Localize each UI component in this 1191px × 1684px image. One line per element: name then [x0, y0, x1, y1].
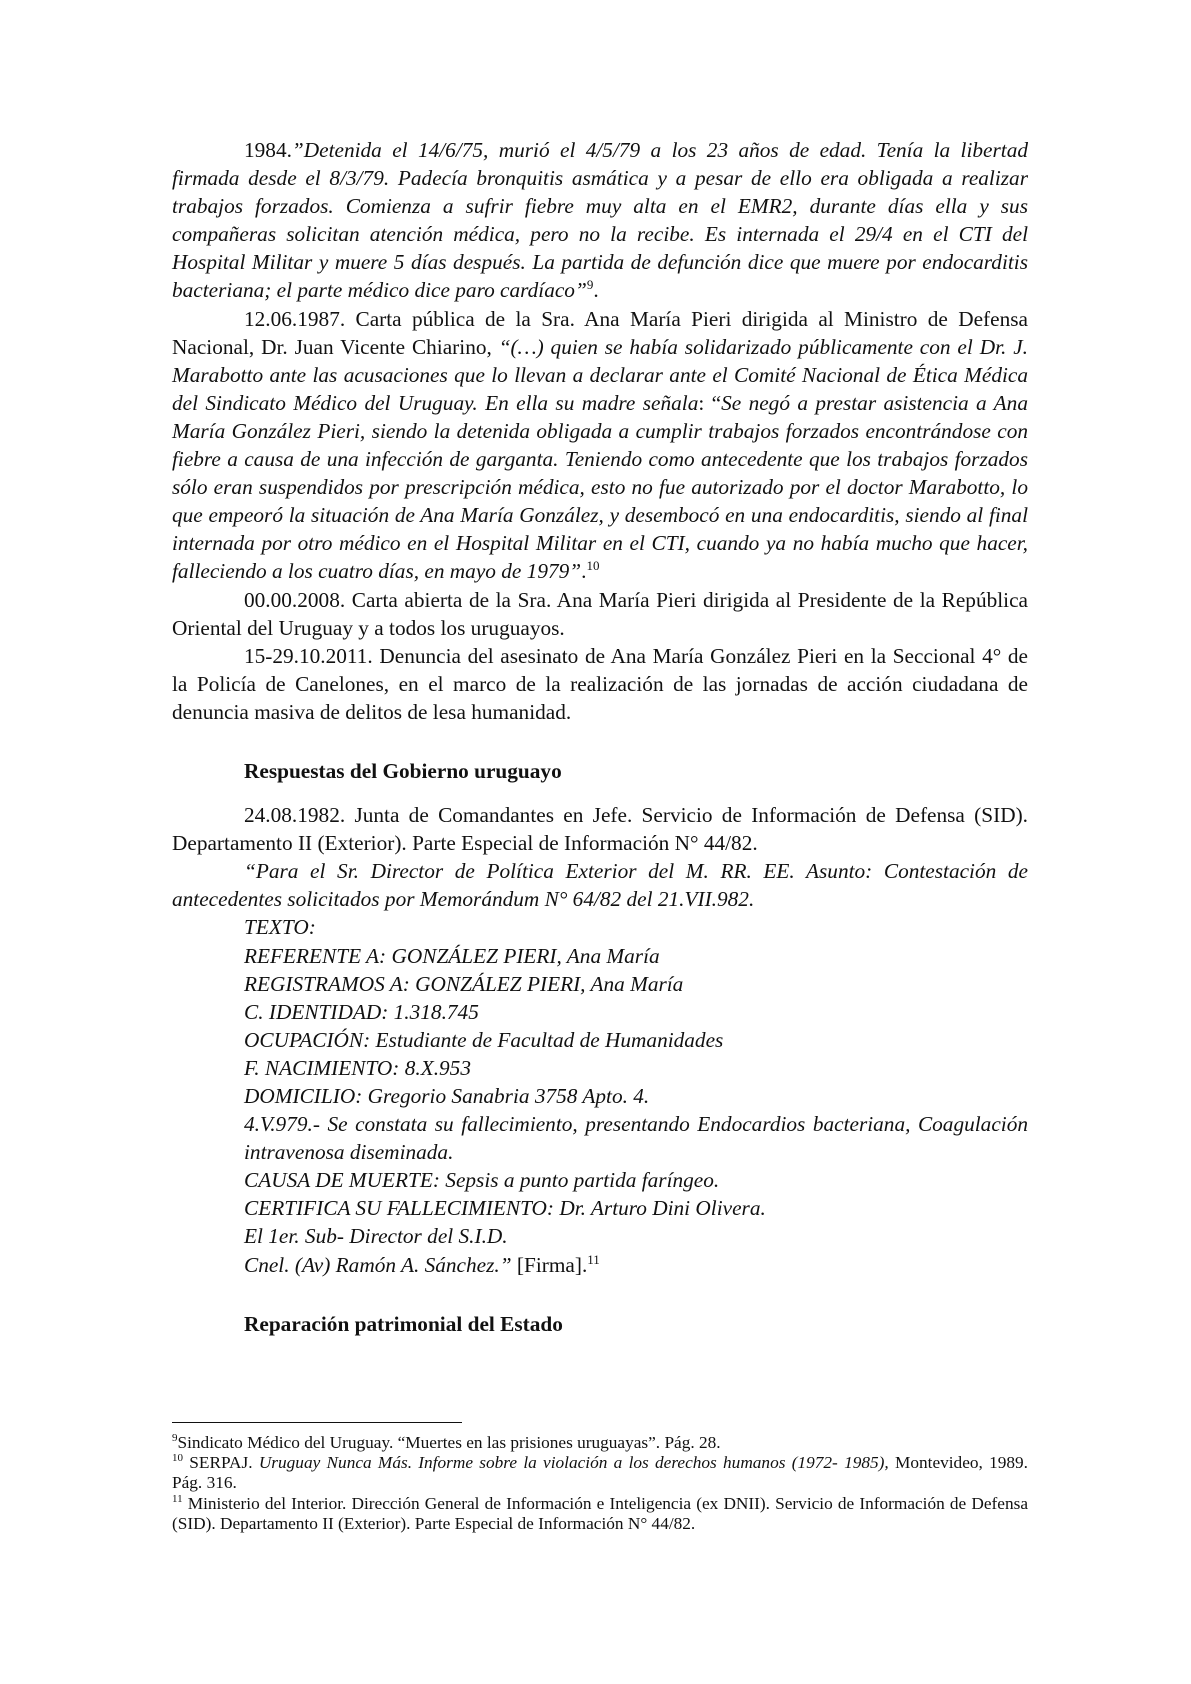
record-domicilio: DOMICILIO: Gregorio Sanabria 3758 Apto. 4. — [244, 1084, 650, 1108]
footnote-italic-title: Uruguay Nunca Más. Informe sobre la violación a los derechos humanos (1972- 1985), — [258, 1453, 889, 1473]
record-texto: TEXTO: — [244, 915, 316, 940]
record-subdirector: El 1er. Sub- Director del S.I.D. — [244, 1224, 508, 1249]
footnote-11 — [172, 1494, 1028, 1534]
quoted-mother-statement: Se negó a prestar asistencia a Ana María González Pieri, siendo la detenida obligada a cumplir trabajos forzados encontrándose con fiebre a causa de una infección de garganta. Teniendo como antecedente que los trabajos forzados sólo eran suspendidos por prescripción médica, esto no fue autorizado por el doctor Marabotto, lo que empeoró la situación de Ana María González, y desembocó en una endocarditis, siendo al final internada por otro médico en el Hospital Militar en el CTI, cuando ya no había mucho que hacer, falleciendo a los cuatro días, en mayo de 1979” — [172, 390, 1028, 584]
footnote-number: 9 — [172, 1432, 178, 1445]
footnotes — [172, 1433, 1028, 1534]
footnote-separator — [172, 1422, 462, 1423]
footnote-number: 11 — [172, 1492, 183, 1505]
record-causa: CAUSA DE MUERTE: Sepsis a punto partida faríngeo. — [244, 1168, 720, 1193]
record-firma: [Firma]. — [511, 1252, 588, 1277]
record-signature-line — [244, 1251, 1028, 1279]
quoted-letter: “(…) quien se había solidarizado públicamente con el Dr. J. Marabotto ante las acusaciones que lo llevan a declarar ante el Comité Nacional de Ética Médica del Sindicato Médico del Uruguay. En ella su madre señala — [172, 334, 1028, 415]
body-text — [172, 136, 1028, 1338]
paragraph-1984-testimony — [172, 136, 1028, 305]
entry-lead: 12.06.1987. Carta pública de la Sra. Ana María Pieri dirigida al Ministro de Defensa Nacional, Dr. Juan Vicente Chiarino, — [172, 306, 1028, 359]
period: . — [593, 278, 599, 303]
footnote-ref-11[interactable]: 11 — [587, 1251, 600, 1267]
record-certifica: CERTIFICA SU FALLECIMIENTO: Dr. Arturo Dini Olivera. — [244, 1196, 766, 1221]
section-heading-state-reparation: Reparación patrimonial del Estado — [244, 1311, 563, 1336]
quoted-testimony: ”Detenida el 14/6/75, murió el 4/5/79 a los 23 años de edad. Tenía la libertad firmada desde el 8/3/79. Padecía bronquitis asmática y a pesar de ello era obligada a realizar trabajos forzados. Comienza a sufrir fiebre muy alta en el EMR2, durante días ella y sus compañeras solicitan atención médica, pero no la recibe. Es internada el 29/4 en el CTI del Hospital Militar y muere 5 días después. La partida de defunción dice que muere por endocarditis bacteriana; el parte médico dice paro cardíaco” — [172, 138, 1028, 303]
footnote-9 — [172, 1433, 1028, 1453]
paragraph-report-quote: “Para el Sr. Director de Política Exterior del M. RR. EE. Asunto: Contestación de antecedentes solicitados por Memorándum N° 64/82 del 21.VII.982. — [172, 859, 1028, 912]
quote-joiner: : “ — [698, 390, 722, 415]
footnote-number: 10 — [172, 1452, 183, 1465]
record-registramos: REGISTRAMOS A: GONZÁLEZ PIERI, Ana María — [244, 971, 684, 996]
record-firmante: Cnel. (Av) Ramón A. Sánchez.” — [244, 1252, 512, 1277]
record-block — [172, 913, 1028, 1278]
record-identidad: C. IDENTIDAD: 1.318.745 — [244, 999, 479, 1024]
paragraph-1982-report: 24.08.1982. Junta de Comandantes en Jefe. Servicio de Información de Defensa (SID). Departamento II (Exterior). Parte Especial de Información N° 44/82. — [172, 803, 1028, 856]
section-heading-government-responses: Respuestas del Gobierno uruguayo — [244, 758, 562, 783]
footnote-tail: Montevideo, 1989. Pág. 316. — [172, 1453, 1028, 1493]
footnote-ref-10[interactable]: 10 — [586, 558, 600, 574]
footnote-10 — [172, 1453, 1028, 1493]
record-referente: REFERENTE A: GONZÁLEZ PIERI, Ana María — [244, 943, 660, 968]
record-ocupacion: OCUPACIÓN: Estudiante de Facultad de Humanidades — [244, 1027, 724, 1052]
record-constata: 4.V.979.- Se constata su fallecimiento, presentando Endocardios bacteriana, Coagulación intravenosa diseminada. — [244, 1112, 1028, 1165]
period: . — [581, 559, 587, 584]
paragraph-1987-letter — [172, 305, 1028, 586]
paragraph-2011-complaint: 15-29.10.2011. Denuncia del asesinato de Ana María González Pieri en la Seccional 4° de la Policía de Canelones, en el marco de la realización de las jornadas de acción ciudadana de denuncia masiva de delitos de lesa humanidad. — [172, 643, 1028, 724]
footnote-ref-9[interactable]: 9 — [586, 277, 594, 293]
footnote-text: Ministerio del Interior. Dirección General de Información e Inteligencia (ex DNII). Servicio de Información de Defensa (SID). Departamento II (Exterior). Parte Especial de Información N° 44/82. — [172, 1493, 1028, 1533]
entry-date: 1984. — [244, 138, 292, 162]
footnote-text: SERPAJ. — [183, 1453, 259, 1473]
paragraph-2008-letter: 00.00.2008. Carta abierta de la Sra. Ana María Pieri dirigida al Presidente de la República Oriental del Uruguay y a todos los uruguayos. — [172, 587, 1028, 640]
footnote-text: Sindicato Médico del Uruguay. “Muertes en las prisiones uruguayas”. Pág. 28. — [177, 1433, 721, 1452]
record-nacimiento: F. NACIMIENTO: 8.X.953 — [244, 1055, 471, 1080]
